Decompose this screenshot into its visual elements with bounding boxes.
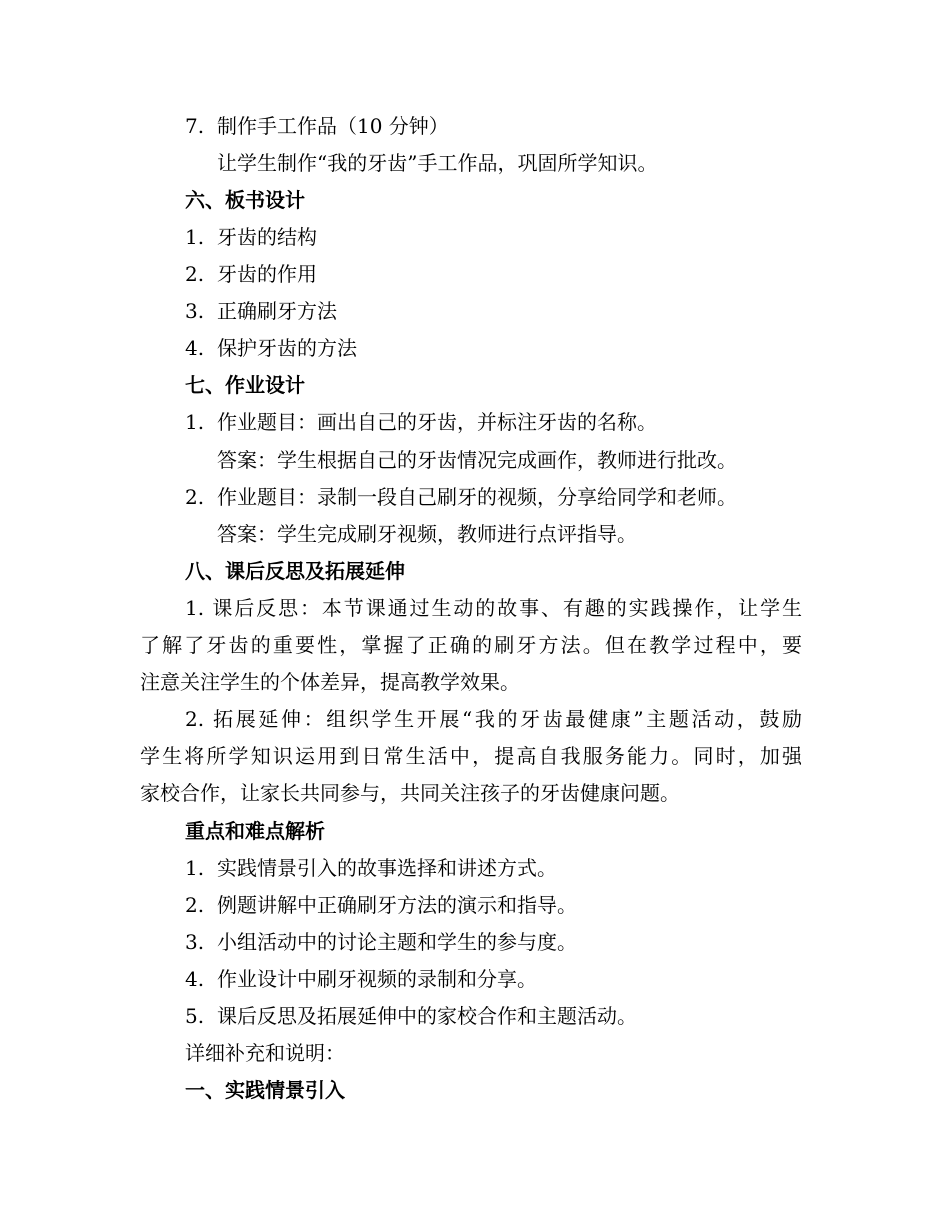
item-number: 3.: [185, 930, 205, 954]
list-item: [185, 224, 317, 250]
paragraph-line: 了解了牙齿的重要性，掌握了正确的刷牙方法。但在教学过程中，要: [140, 633, 802, 657]
item-number: 2.: [185, 262, 205, 286]
section-heading: 重点和难点解析: [185, 819, 325, 843]
item-text: 制作手工作品（10 分钟）: [217, 114, 449, 138]
item-number: 4.: [185, 967, 205, 991]
answer-text: 答案：学生完成刷牙视频，教师进行点评指导。: [217, 522, 637, 546]
list-item: [185, 335, 357, 361]
list-item: [185, 484, 737, 510]
list-item: [185, 298, 337, 324]
item-number: 1.: [185, 410, 205, 434]
list-item: [185, 892, 577, 918]
item-text: 正确刷牙方法: [217, 299, 337, 323]
paragraph: 让学生制作“我的牙齿”手工作品，巩固所学知识。: [217, 151, 658, 175]
list-item: [185, 855, 557, 881]
item-text: 课后反思及拓展延伸中的家校合作和主题活动。: [217, 1004, 637, 1028]
item-number: 4.: [185, 336, 205, 360]
item-text: 作业设计中刷牙视频的录制和分享。: [217, 967, 537, 991]
item-number: 7.: [185, 114, 205, 138]
paragraph-line: 家校合作，让家长共同参与，共同关注孩子的牙齿健康问题。: [140, 781, 680, 805]
section-heading: 一、实践情景引入: [185, 1078, 345, 1102]
answer-text: 答案：学生根据自己的牙齿情况完成画作，教师进行批改。: [217, 448, 737, 472]
item-text: 小组活动中的讨论主题和学生的参与度。: [217, 930, 577, 954]
list-item: [185, 1003, 637, 1029]
paragraph: 详细补充和说明：: [185, 1041, 345, 1065]
section-heading: 七、作业设计: [185, 373, 305, 397]
item-number: 1.: [185, 225, 205, 249]
item-text: 例题讲解中正确刷牙方法的演示和指导。: [217, 893, 577, 917]
list-item: [185, 966, 537, 992]
item-number: 2.: [185, 485, 205, 509]
paragraph-line: 注意关注学生的个体差异，提高教学效果。: [140, 670, 520, 694]
paragraph-line: 1. 课后反思：本节课通过生动的故事、有趣的实践操作，让学生: [185, 596, 802, 620]
item-text: 实践情景引入的故事选择和讲述方式。: [217, 856, 557, 880]
item-text: 作业题目：画出自己的牙齿，并标注牙齿的名称。: [217, 410, 657, 434]
list-item: [185, 929, 577, 955]
list-item: [185, 113, 449, 139]
item-text: 作业题目：录制一段自己刷牙的视频，分享给同学和老师。: [217, 485, 737, 509]
section-heading: 八、课后反思及拓展延伸: [185, 559, 405, 583]
item-text: 牙齿的结构: [217, 225, 317, 249]
list-item: [185, 409, 657, 435]
item-text: 牙齿的作用: [217, 262, 317, 286]
section-heading: 六、板书设计: [185, 188, 305, 212]
list-item: [185, 261, 317, 287]
paragraph-line: 学生将所学知识运用到日常生活中，提高自我服务能力。同时，加强: [140, 744, 802, 768]
item-number: 1.: [185, 856, 205, 880]
item-number: 3.: [185, 299, 205, 323]
paragraph-line: 2. 拓展延伸：组织学生开展“我的牙齿最健康”主题活动，鼓励: [185, 707, 802, 731]
item-number: 2.: [185, 893, 205, 917]
item-number: 5.: [185, 1004, 205, 1028]
item-text: 保护牙齿的方法: [217, 336, 357, 360]
